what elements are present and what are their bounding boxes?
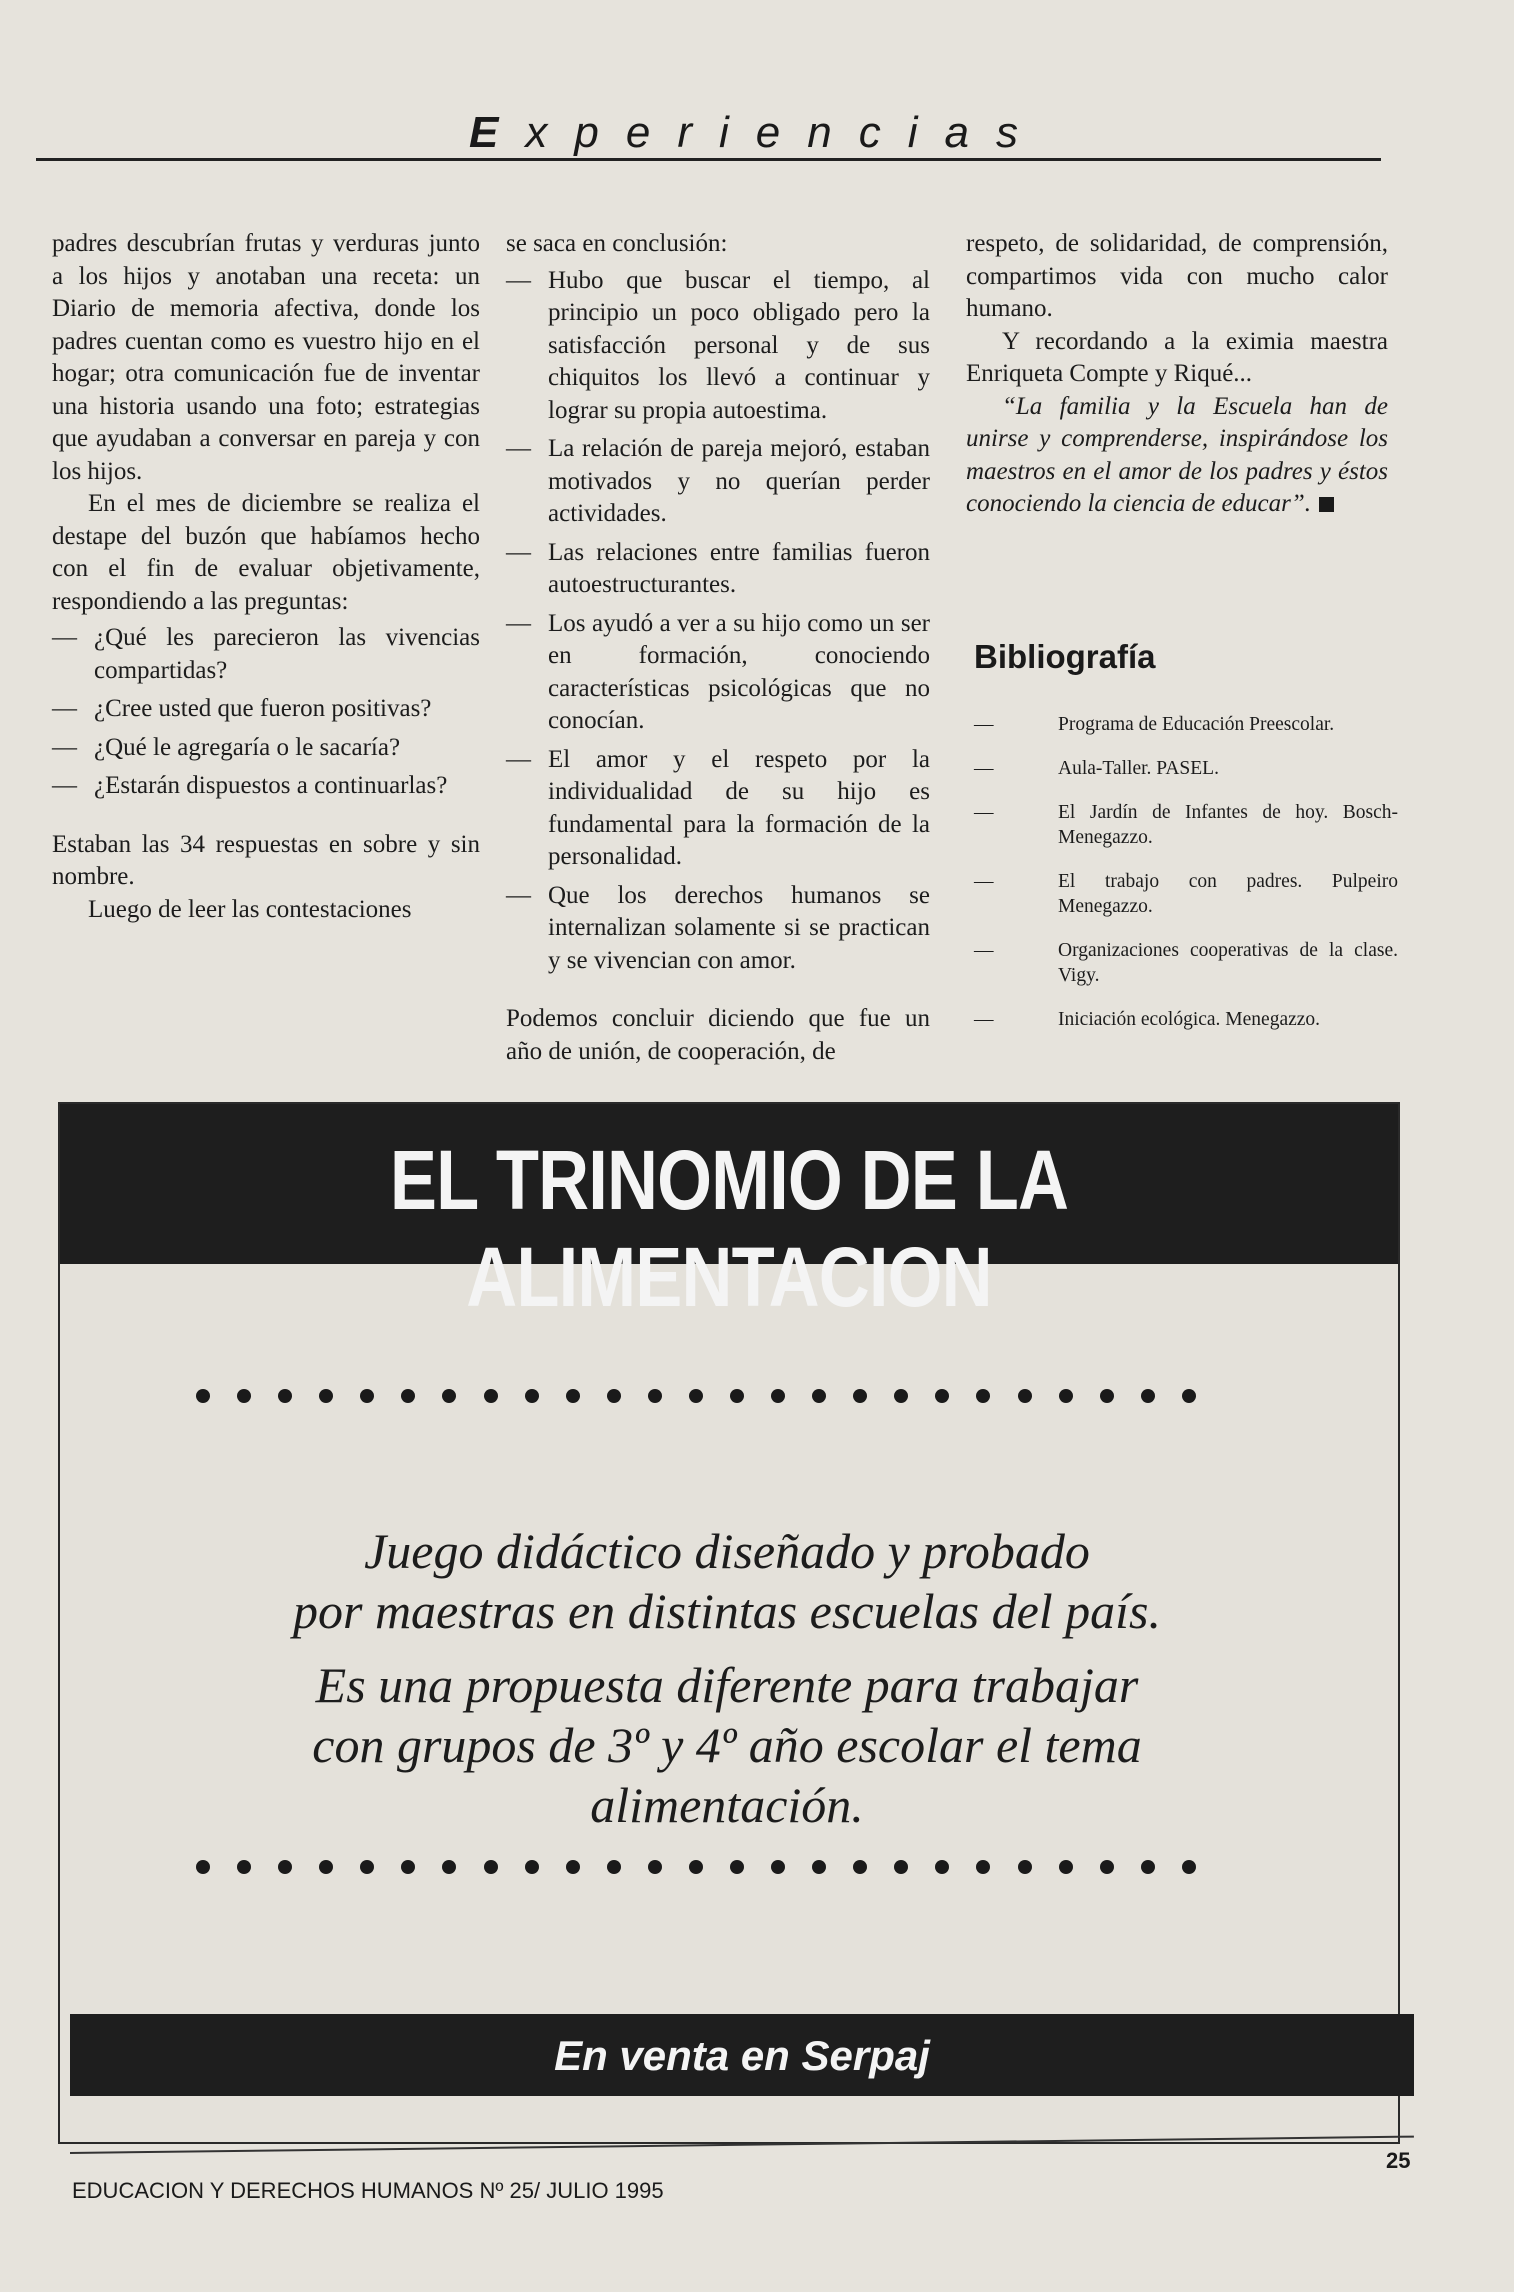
dot-icon — [894, 1860, 908, 1874]
dot-icon — [607, 1389, 621, 1403]
dot-icon — [812, 1860, 826, 1874]
ad-text-line: por maestras en distintas escuelas del país. — [292, 1583, 1162, 1639]
article-column-1 — [52, 228, 480, 926]
section-title — [0, 108, 1514, 158]
paragraph: Luego de leer las contestaciones — [88, 895, 412, 923]
dot-icon — [812, 1389, 826, 1403]
dot-icon — [525, 1389, 539, 1403]
bibliography-item: — Iniciación ecológica. Menegazzo. — [974, 1009, 1321, 1030]
conclusion-item: — Que los derechos humanos se internalizan solamente si se practican y se vivencian con amor. — [506, 881, 930, 974]
dot-icon — [1018, 1389, 1032, 1403]
dot-icon — [360, 1860, 374, 1874]
dot-icon — [1059, 1389, 1073, 1403]
paragraph: respeto, de solidaridad, de comprensión, compartimos vida con mucho calor humano. — [966, 230, 1388, 322]
dot-icon — [484, 1860, 498, 1874]
bibliography-item: — Aula-Taller. PASEL. — [974, 758, 1219, 779]
bibliography-title: Bibliografía — [974, 638, 1156, 675]
publication-footer: EDUCACION Y DERECHOS HUMANOS Nº 25/ JULIO 1995 — [72, 2178, 664, 2203]
dot-icon — [976, 1860, 990, 1874]
paragraph: Y recordando a la eximia maestra Enriqueta Compte y Riqué... — [966, 327, 1388, 387]
dot-icon — [771, 1860, 785, 1874]
article-column-3 — [966, 228, 1388, 521]
section-title-initial: E — [469, 108, 526, 157]
ad-text-line: Es una propuesta diferente para trabajar — [315, 1657, 1139, 1713]
paragraph: Podemos concluir diciendo que fue un año de unión, de cooperación, de — [506, 1005, 930, 1065]
advertisement-header — [60, 1104, 1398, 1324]
dot-icon — [196, 1389, 210, 1403]
ad-text-line: con grupos de 3º y 4º año escolar el tema — [312, 1717, 1142, 1773]
dot-icon — [689, 1860, 703, 1874]
dot-icon — [1018, 1860, 1032, 1874]
dot-icon — [1182, 1860, 1196, 1874]
ad-text-line: Juego didáctico diseñado y probado — [364, 1523, 1090, 1579]
dot-icon — [484, 1389, 498, 1403]
advertisement-footer-bar — [70, 2014, 1414, 2096]
ad-text-line: alimentación. — [590, 1777, 864, 1833]
question-item: — ¿Qué le agregaría o le sacaría? — [52, 733, 401, 761]
conclusion-item: — El amor y el respeto por la individualidad de su hijo es fundamental para la formación de la personalidad. — [506, 745, 930, 870]
question-item: — ¿Cree usted que fueron positivas? — [52, 695, 432, 722]
conclusion-item: — Las relaciones entre familias fueron autoestructurantes. — [506, 538, 930, 598]
dot-icon — [607, 1860, 621, 1874]
bibliography-item: — Programa de Educación Preescolar. — [974, 714, 1335, 735]
dot-icon — [360, 1389, 374, 1403]
conclusion-item: — Los ayudó a ver a su hijo como un ser en formación, conociendo características psicológicas que no conocían. — [506, 609, 930, 734]
dot-icon — [689, 1389, 703, 1403]
dot-icon — [196, 1860, 210, 1874]
dot-icon — [319, 1860, 333, 1874]
dot-icon — [1100, 1860, 1114, 1874]
dot-icon — [1100, 1389, 1114, 1403]
dot-icon — [1059, 1860, 1073, 1874]
article-column-2 — [506, 228, 930, 1068]
dot-icon — [853, 1860, 867, 1874]
conclusion-item: — Hubo que buscar el tiempo, al principio un poco obligado pero la satisfacción personal y de sus chiquitos los llevó a continuar y lograr su propia autoestima. — [506, 266, 930, 424]
dot-icon — [237, 1389, 251, 1403]
advertisement-title: EL TRINOMIO DE LA ALIMENTACION — [389, 1133, 1069, 1324]
paragraph: Estaban las 34 respuestas en sobre y sin nombre. — [52, 830, 480, 890]
bibliography-item: — El Jardín de Infantes de hoy. Bosch-Menegazzo. — [974, 802, 1398, 848]
dot-icon — [648, 1389, 662, 1403]
question-item: — ¿Qué les parecieron las vivencias compartidas? — [52, 624, 480, 684]
bibliography-list — [974, 712, 1398, 1051]
dot-icon — [853, 1389, 867, 1403]
dot-icon — [1141, 1389, 1155, 1403]
dot-icon — [319, 1389, 333, 1403]
dot-icon — [648, 1860, 662, 1874]
dot-icon — [730, 1860, 744, 1874]
page-number: 25 — [1386, 2148, 1411, 2173]
dot-icon — [237, 1860, 251, 1874]
dot-icon — [278, 1860, 292, 1874]
bibliography-item: — Organizaciones cooperativas de la clase. Vigy. — [974, 940, 1398, 986]
dot-icon — [976, 1389, 990, 1403]
paragraph: se saca en conclusión: — [506, 230, 728, 257]
header-rule — [36, 158, 1381, 161]
paragraph: En el mes de diciembre se realiza el destape del buzón que habíamos hecho con el fin de evaluar objetivamente, respondiendo a las preguntas: — [52, 490, 480, 615]
dot-icon — [730, 1389, 744, 1403]
advertisement-footer-text: En venta en Serpaj — [554, 2032, 930, 2079]
conclusion-item: — La relación de pareja mejoró, estaban motivados y no querían perder actividades. — [506, 435, 930, 527]
dot-icon — [401, 1389, 415, 1403]
dotted-divider — [196, 1389, 1196, 1403]
dot-icon — [278, 1389, 292, 1403]
dot-icon — [566, 1389, 580, 1403]
dot-icon — [1182, 1389, 1196, 1403]
end-mark-icon — [1319, 497, 1334, 512]
dot-icon — [442, 1389, 456, 1403]
dot-icon — [935, 1389, 949, 1403]
bibliography-item: — El trabajo con padres. Pulpeiro Menegazzo. — [974, 871, 1398, 917]
section-title-rest: xperiencias — [525, 108, 1045, 157]
paragraph: padres descubrían frutas y verduras junto a los hijos y anotaban una receta: un Diario de memoria afectiva, donde los padres cuentan como es vuestro hijo en el hogar; otra comunicación fue de inventar una historia usando una foto; estrategias que ayudaban a conversar en pareja y con los hijos. — [52, 230, 480, 485]
dot-icon — [525, 1860, 539, 1874]
dot-icon — [894, 1389, 908, 1403]
question-item: — ¿Estarán dispuestos a continuarlas? — [52, 772, 448, 799]
dot-icon — [401, 1860, 415, 1874]
dot-icon — [1141, 1860, 1155, 1874]
dot-icon — [442, 1860, 456, 1874]
closing-quote: “La familia y la Escuela han de unirse y comprenderse, inspirándose los maestros en el amor de los padres y éstos conociendo la ciencia de educar”. — [966, 392, 1388, 517]
dot-icon — [566, 1860, 580, 1874]
dotted-divider — [196, 1860, 1196, 1874]
dot-icon — [771, 1389, 785, 1403]
dot-icon — [935, 1860, 949, 1874]
